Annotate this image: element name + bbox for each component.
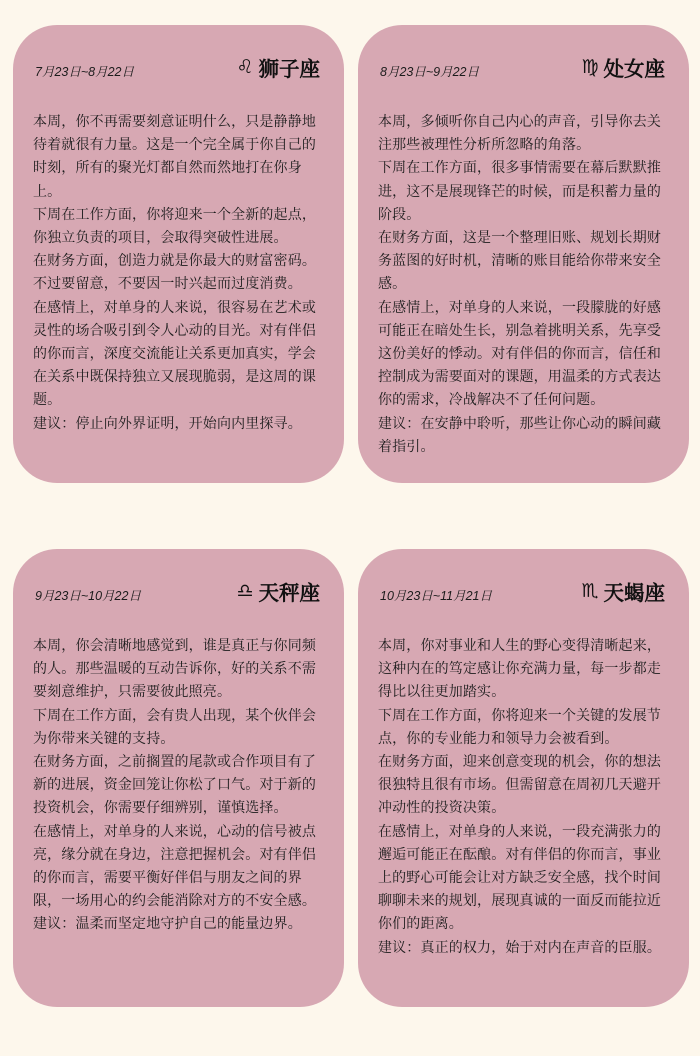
card-header (378, 49, 673, 85)
sign-name: 处女座 (603, 57, 665, 81)
card-header (33, 49, 328, 85)
advice-paragraph: 建议：真正的权力，始于对内在声音的臣服。 (378, 939, 661, 956)
overview-paragraph: 本周，你对事业和人生的野心变得清晰起来，这种内在的笃定感让你充满力量，每一步都走得比以往更加踏实。 (378, 638, 661, 701)
love-paragraph: 在感情上，对单身的人来说，一段充满张力的邂逅可能正在酝酿。对有伴侣的你而言，事业上的野心可能会让对方缺乏安全感，找个时间聊聊未来的规划，展现真诚的一面反而能拉近你们的距离。 (378, 823, 661, 933)
love-paragraph: 在感情上，对单身的人来说，一段朦胧的好感可能正在暗处生长，别急着挑明关系，先享受这份美好的悸动。对有伴侣的你而言，信任和控制成为需要面对的课题，用温柔的方式表达你的需求，冷战解决不了任何问题。 (378, 299, 661, 409)
card-header (33, 573, 328, 609)
card-body (33, 111, 328, 436)
finance-paragraph: 在财务方面，创造力就是你最大的财富密码。不过要留意，不要因一时兴起而过度消费。 (33, 253, 316, 293)
date-range: 7月23日~8月22日 (35, 65, 135, 79)
sign-title (581, 576, 673, 606)
date-range: 9月23日~10月22日 (35, 589, 141, 603)
date-range: 8月23日~9月22日 (380, 65, 480, 79)
love-paragraph: 在感情上，对单身的人来说，很容易在艺术或灵性的场合吸引到令人心动的目光。对有伴侣的你而言，深度交流能让关系更加真实，学会在关系中既保持独立又展现脆弱，是这周的课题。 (33, 299, 316, 409)
card-body (378, 635, 673, 960)
sign-title (236, 52, 328, 82)
love-paragraph: 在感情上，对单身的人来说，心动的信号被点亮，缘分就在身边，注意把握机会。对有伴侣的你而言，需要平衡好伴侣与朋友之间的界限，一场用心的约会能消除对方的不安全感。 (33, 823, 316, 910)
scorpio-symbol-icon: ♏ (581, 579, 599, 602)
leo-symbol-icon: ♌ (236, 55, 254, 78)
advice-paragraph: 建议：停止向外界证明，开始向内里探寻。 (33, 415, 302, 432)
horoscope-card-scorpio (358, 549, 689, 1007)
card-body (33, 635, 328, 937)
overview-paragraph: 本周，你不再需要刻意证明什么，只是静静地待着就很有力量。这是一个完全属于你自己的时刻，所有的聚光灯都自然而然地打在你身上。 (33, 114, 316, 200)
finance-paragraph: 在财务方面，迎来创意变现的机会，你的想法很独特且很有市场。但需留意在周初几天避开冲动性的投资决策。 (378, 754, 661, 817)
finance-paragraph: 在财务方面，这是一个整理旧账、规划长期财务蓝图的好时机，清晰的账目能给你带来安全感。 (378, 230, 661, 293)
libra-symbol-icon: ♎ (236, 579, 254, 602)
horoscope-card-leo (13, 25, 344, 483)
card-body (378, 111, 673, 459)
sign-name: 狮子座 (258, 57, 320, 81)
work-paragraph: 下周在工作方面，很多事情需要在幕后默默推进，这不是展现锋芒的时候，而是积蓄力量的阶段。 (378, 160, 661, 223)
work-paragraph: 下周在工作方面，会有贵人出现，某个伙伴会为你带来关键的支持。 (33, 707, 316, 747)
finance-paragraph: 在财务方面，之前搁置的尾款或合作项目有了新的进展，资金回笼让你松了口气。对于新的投资机会，你需要仔细辨别，谨慎选择。 (33, 754, 316, 817)
sign-name: 天蝎座 (603, 581, 665, 605)
sign-title (581, 52, 673, 82)
horoscope-card-libra (13, 549, 344, 1007)
overview-paragraph: 本周，你会清晰地感觉到，谁是真正与你同频的人。那些温暖的互动告诉你，好的关系不需要刻意维护，只需要彼此照亮。 (33, 638, 316, 701)
card-header (378, 573, 673, 609)
date-range: 10月23日~11月21日 (380, 589, 492, 603)
work-paragraph: 下周在工作方面，你将迎来一个关键的发展节点，你的专业能力和领导力会被看到。 (378, 707, 661, 747)
sign-title (236, 576, 328, 606)
sign-name: 天秤座 (258, 581, 320, 605)
advice-paragraph: 建议：在安静中聆听，那些让你心动的瞬间藏着指引。 (378, 415, 661, 455)
advice-paragraph: 建议：温柔而坚定地守护自己的能量边界。 (33, 916, 302, 933)
horoscope-card-virgo (358, 25, 689, 483)
virgo-symbol-icon: ♍ (581, 55, 599, 78)
overview-paragraph: 本周，多倾听你自己内心的声音，引导你去关注那些被理性分析所忽略的角落。 (378, 114, 661, 154)
work-paragraph: 下周在工作方面，你将迎来一个全新的起点，你独立负责的项目，会取得突破性进展。 (33, 206, 316, 247)
